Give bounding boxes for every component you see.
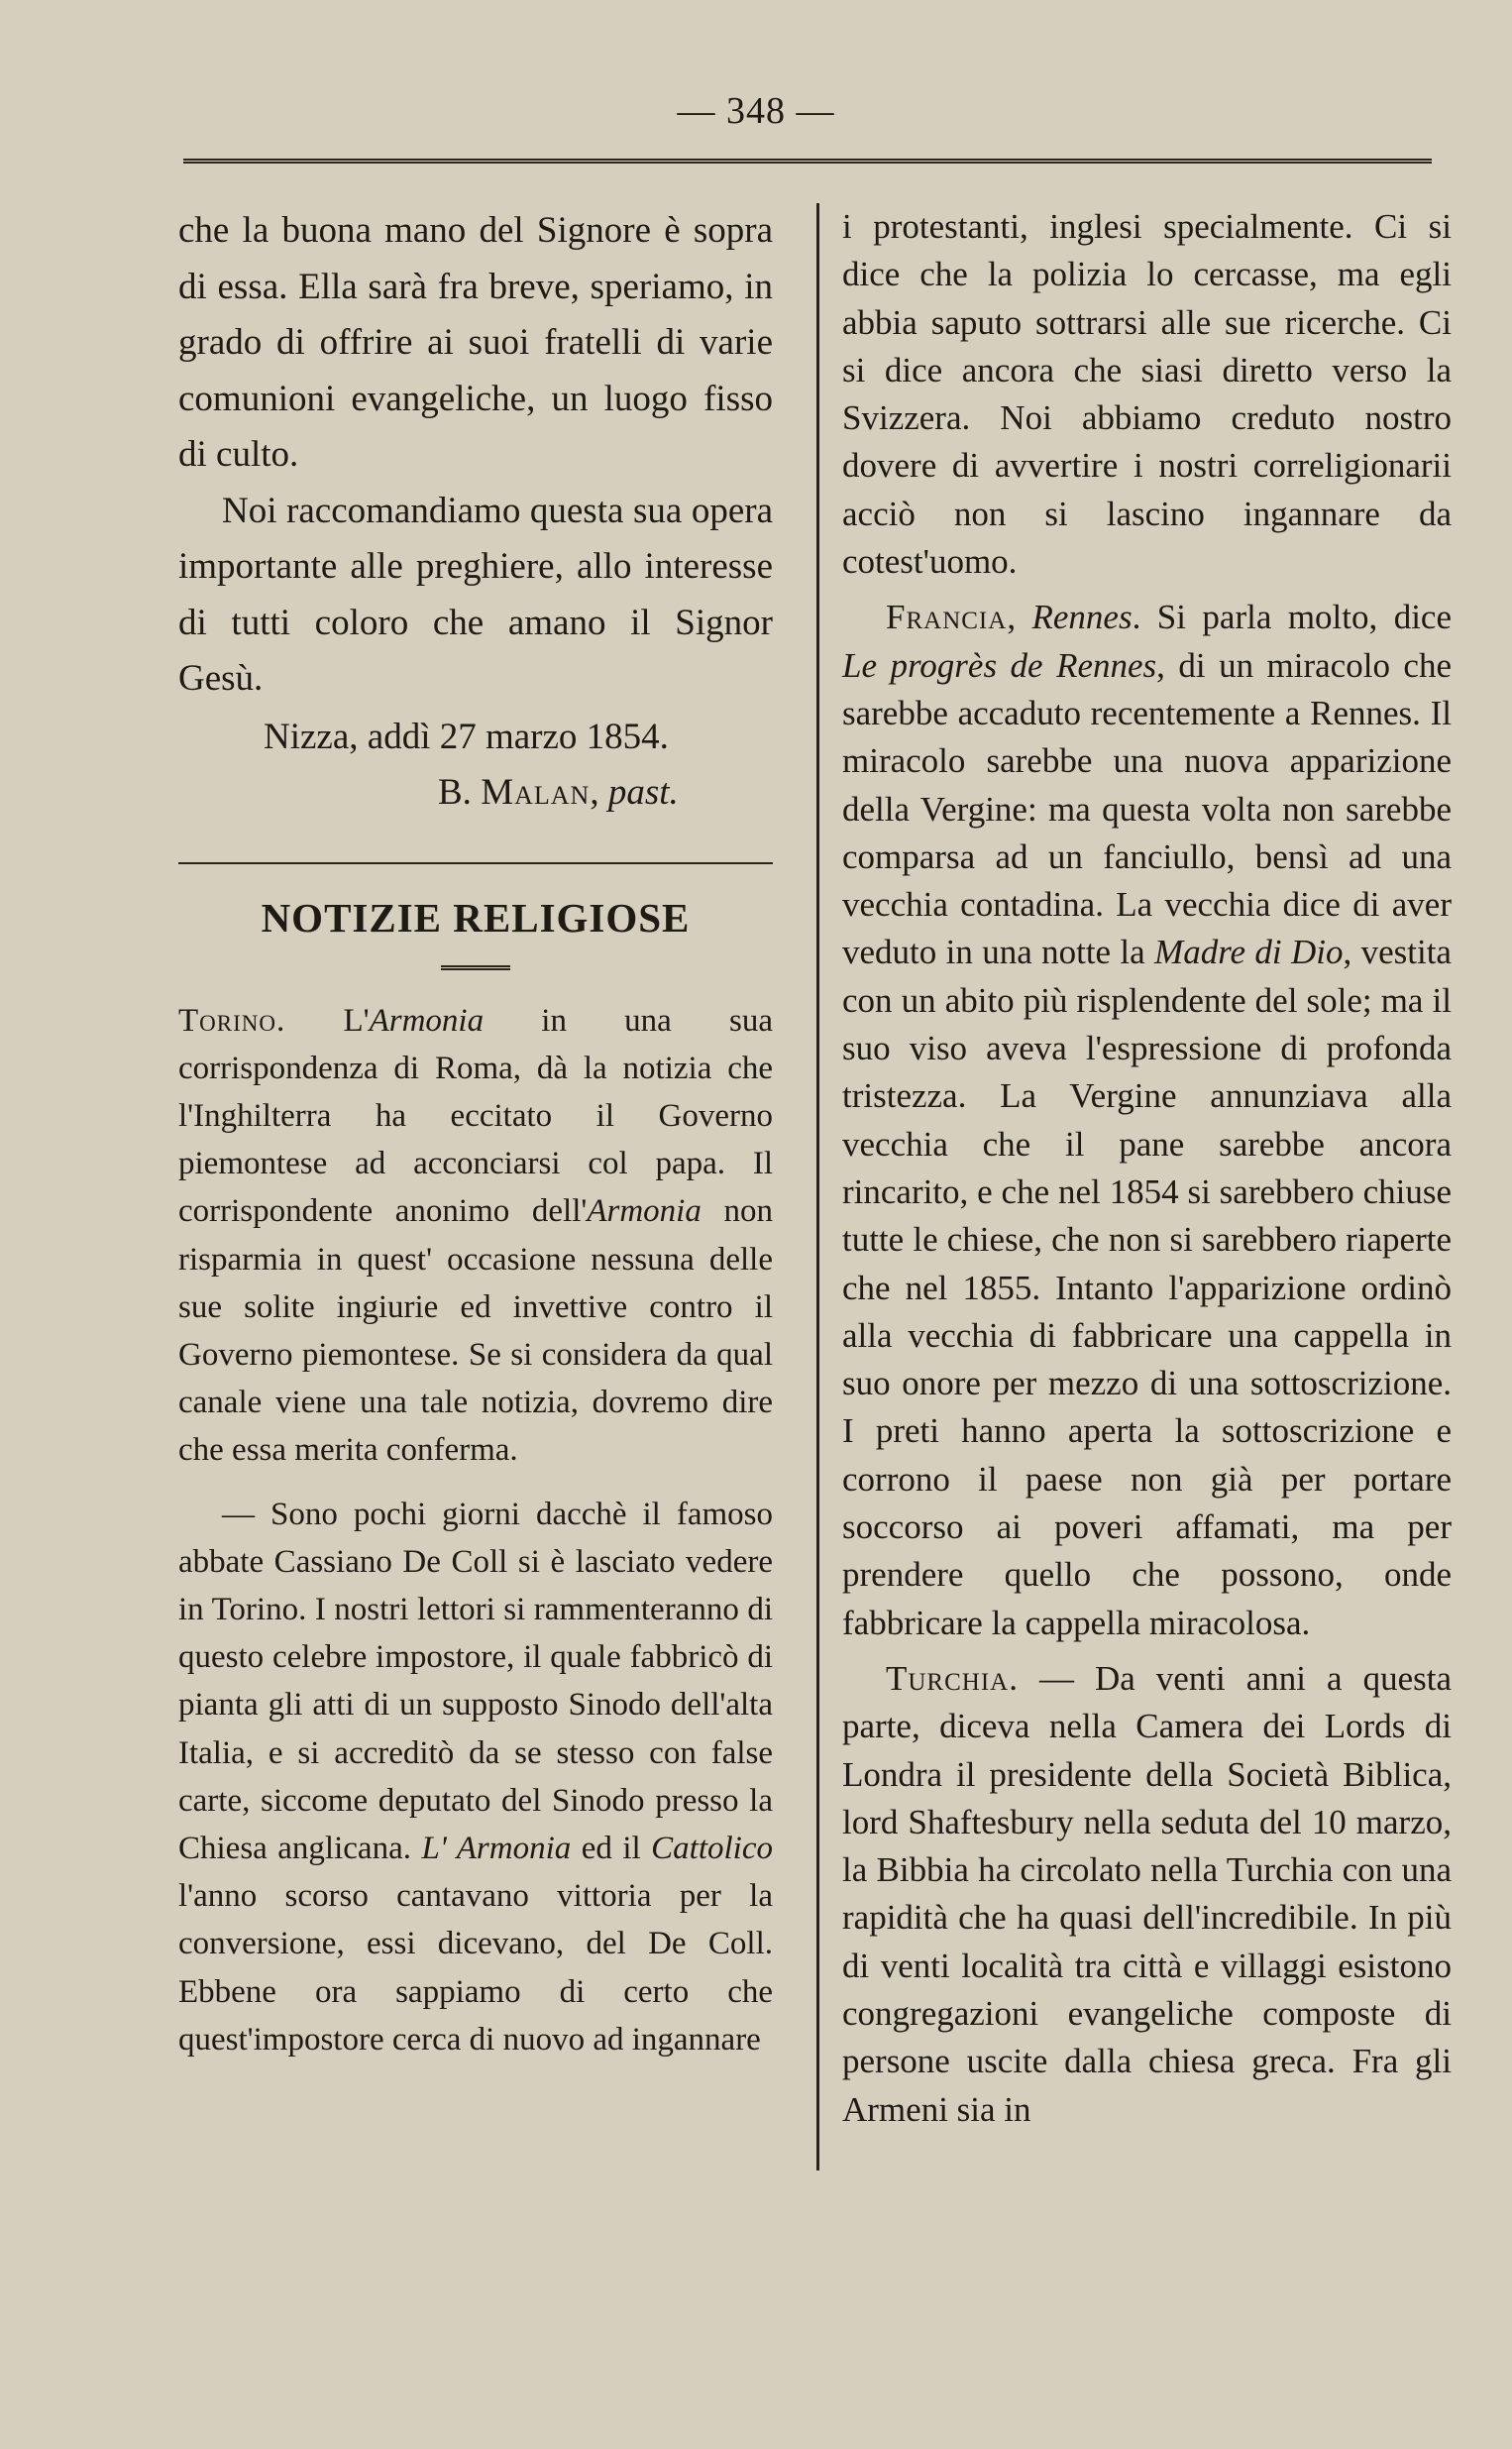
- paragraph-de-coll: — Sono pochi giorni dacchè il famoso abbate Cassiano De Coll si è lasciato vedere in Torino. I nostri lettori si rammenteranno di questo celebre impostore, il quale fabbricò di pianta gli atti di un supposto Sinodo dell'alta Italia, e si accreditò da se stesso con false carte, siccome deputato del Sinodo presso la Chiesa anglicana. L' Armonia ed il Cattolico l'anno scorso cantavano vittoria per la conversione, essi dicevano, del De Coll. Ebbene ora sappiamo di certo che quest'impostore cerca di nuovo ad ingannare: [178, 1496, 773, 2058]
- signature-title: past.: [607, 771, 679, 813]
- paragraph-protestanti: i protestanti, inglesi specialmente. Ci si dice che la polizia lo cercasse, ma egli abbia saputo sottrarsi alle sue ricerche. Ci si dice ancora che siasi diretto verso la Svizzera. Noi abbiamo creduto nostro dovere di avvertire i nostri correligionarii acciò non si lascino ingannare da cotest'uomo.: [842, 207, 1452, 582]
- section-title: NOTIZIE RELIGIOSE: [261, 894, 691, 941]
- section-short-rule: [441, 965, 510, 973]
- letter-date: Nizza, addì 27 marzo 1854.: [264, 716, 669, 757]
- left-column: [178, 203, 773, 2063]
- page-number: — 348 —: [677, 90, 835, 132]
- section-rule: [178, 862, 773, 864]
- torino-label: Torino.: [178, 1002, 286, 1039]
- paragraph-torino: Torino. L'Armonia in una sua corrispondenza di Roma, dà la notizia che l'Inghilterra ha eccitato il Governo piemontese ad acconciarsi col papa. Il corrispondente anonimo dell'Armonia non risparmia in quest' occasione nessuna delle sue solite ingiurie ed invettive contro il Governo piemontese. Se si considera da qual canale viene una tale notizia, dovremo dire che essa merita conferma.: [178, 1002, 774, 1469]
- signature-name: Malan: [481, 771, 591, 813]
- paragraph-francia: Francia, Rennes. Si parla molto, dice Le progrès de Rennes, di un miracolo che sarebbe accaduto recentemente a Rennes. Il miracolo sarebbe una nuova apparizione della Vergine: ma questa volta non sarebbe comparsa ad un fanciullo, bensì ad una vecchia contadina. La vecchia dice di aver veduto in una notte la Madre di Dio, vestita con un abito più risplendente del sole; ma il suo viso aveva l'espressione di profonda tristezza. La Vergine annunziava alla vecchia che il pane sarebbe ancora rincarito, e che nel 1854 si sarebbero chiuse tutte le chiese, che non si sarebbero riaperte che nel 1855. Intanto l'apparizione ordinò alla vecchia di fabbricare una cappella in suo onore per mezzo di una sottoscrizione. I preti hanno aperta la sottoscrizione e corrono il paese non già per portare soccorso ai poveri affamati, ma per prendere quello che possono, onde fabbricare la cappella miracolosa.: [842, 598, 1452, 1642]
- turchia-label: Turchia.: [886, 1658, 1019, 1698]
- letter-signature: B. Malan, past.: [438, 771, 679, 813]
- paragraph-raccomandiamo: Noi raccomandiamo questa sua opera importante alle preghiere, allo interesse di tutti coloro che amano il Signor Gesù.: [178, 490, 773, 699]
- right-column: [842, 203, 1452, 2134]
- paragraph-turchia: Turchia. — Da venti anni a questa parte, diceva nella Camera dei Lords di Londra il presidente della Società Biblica, lord Shaftesbury nella seduta del 10 marzo, la Bibbia ha circolato nella Turchia con una rapidità che ha quasi dell'incredibile. In più di venti località tra città e villaggi esistono congregazioni evangeliche composte di persone uscite dalla chiesa greca. Fra gli Armeni sia in: [842, 1658, 1452, 2129]
- column-divider: [816, 203, 819, 2171]
- header-rule: [183, 159, 1432, 167]
- paragraph-culto: che la buona mano del Signore è sopra di essa. Ella sarà fra breve, speriamo, in grado di offrire ai suoi fratelli di varie comunioni evangeliche, un luogo fisso di culto.: [178, 210, 773, 475]
- francia-label: Francia: [886, 598, 1008, 637]
